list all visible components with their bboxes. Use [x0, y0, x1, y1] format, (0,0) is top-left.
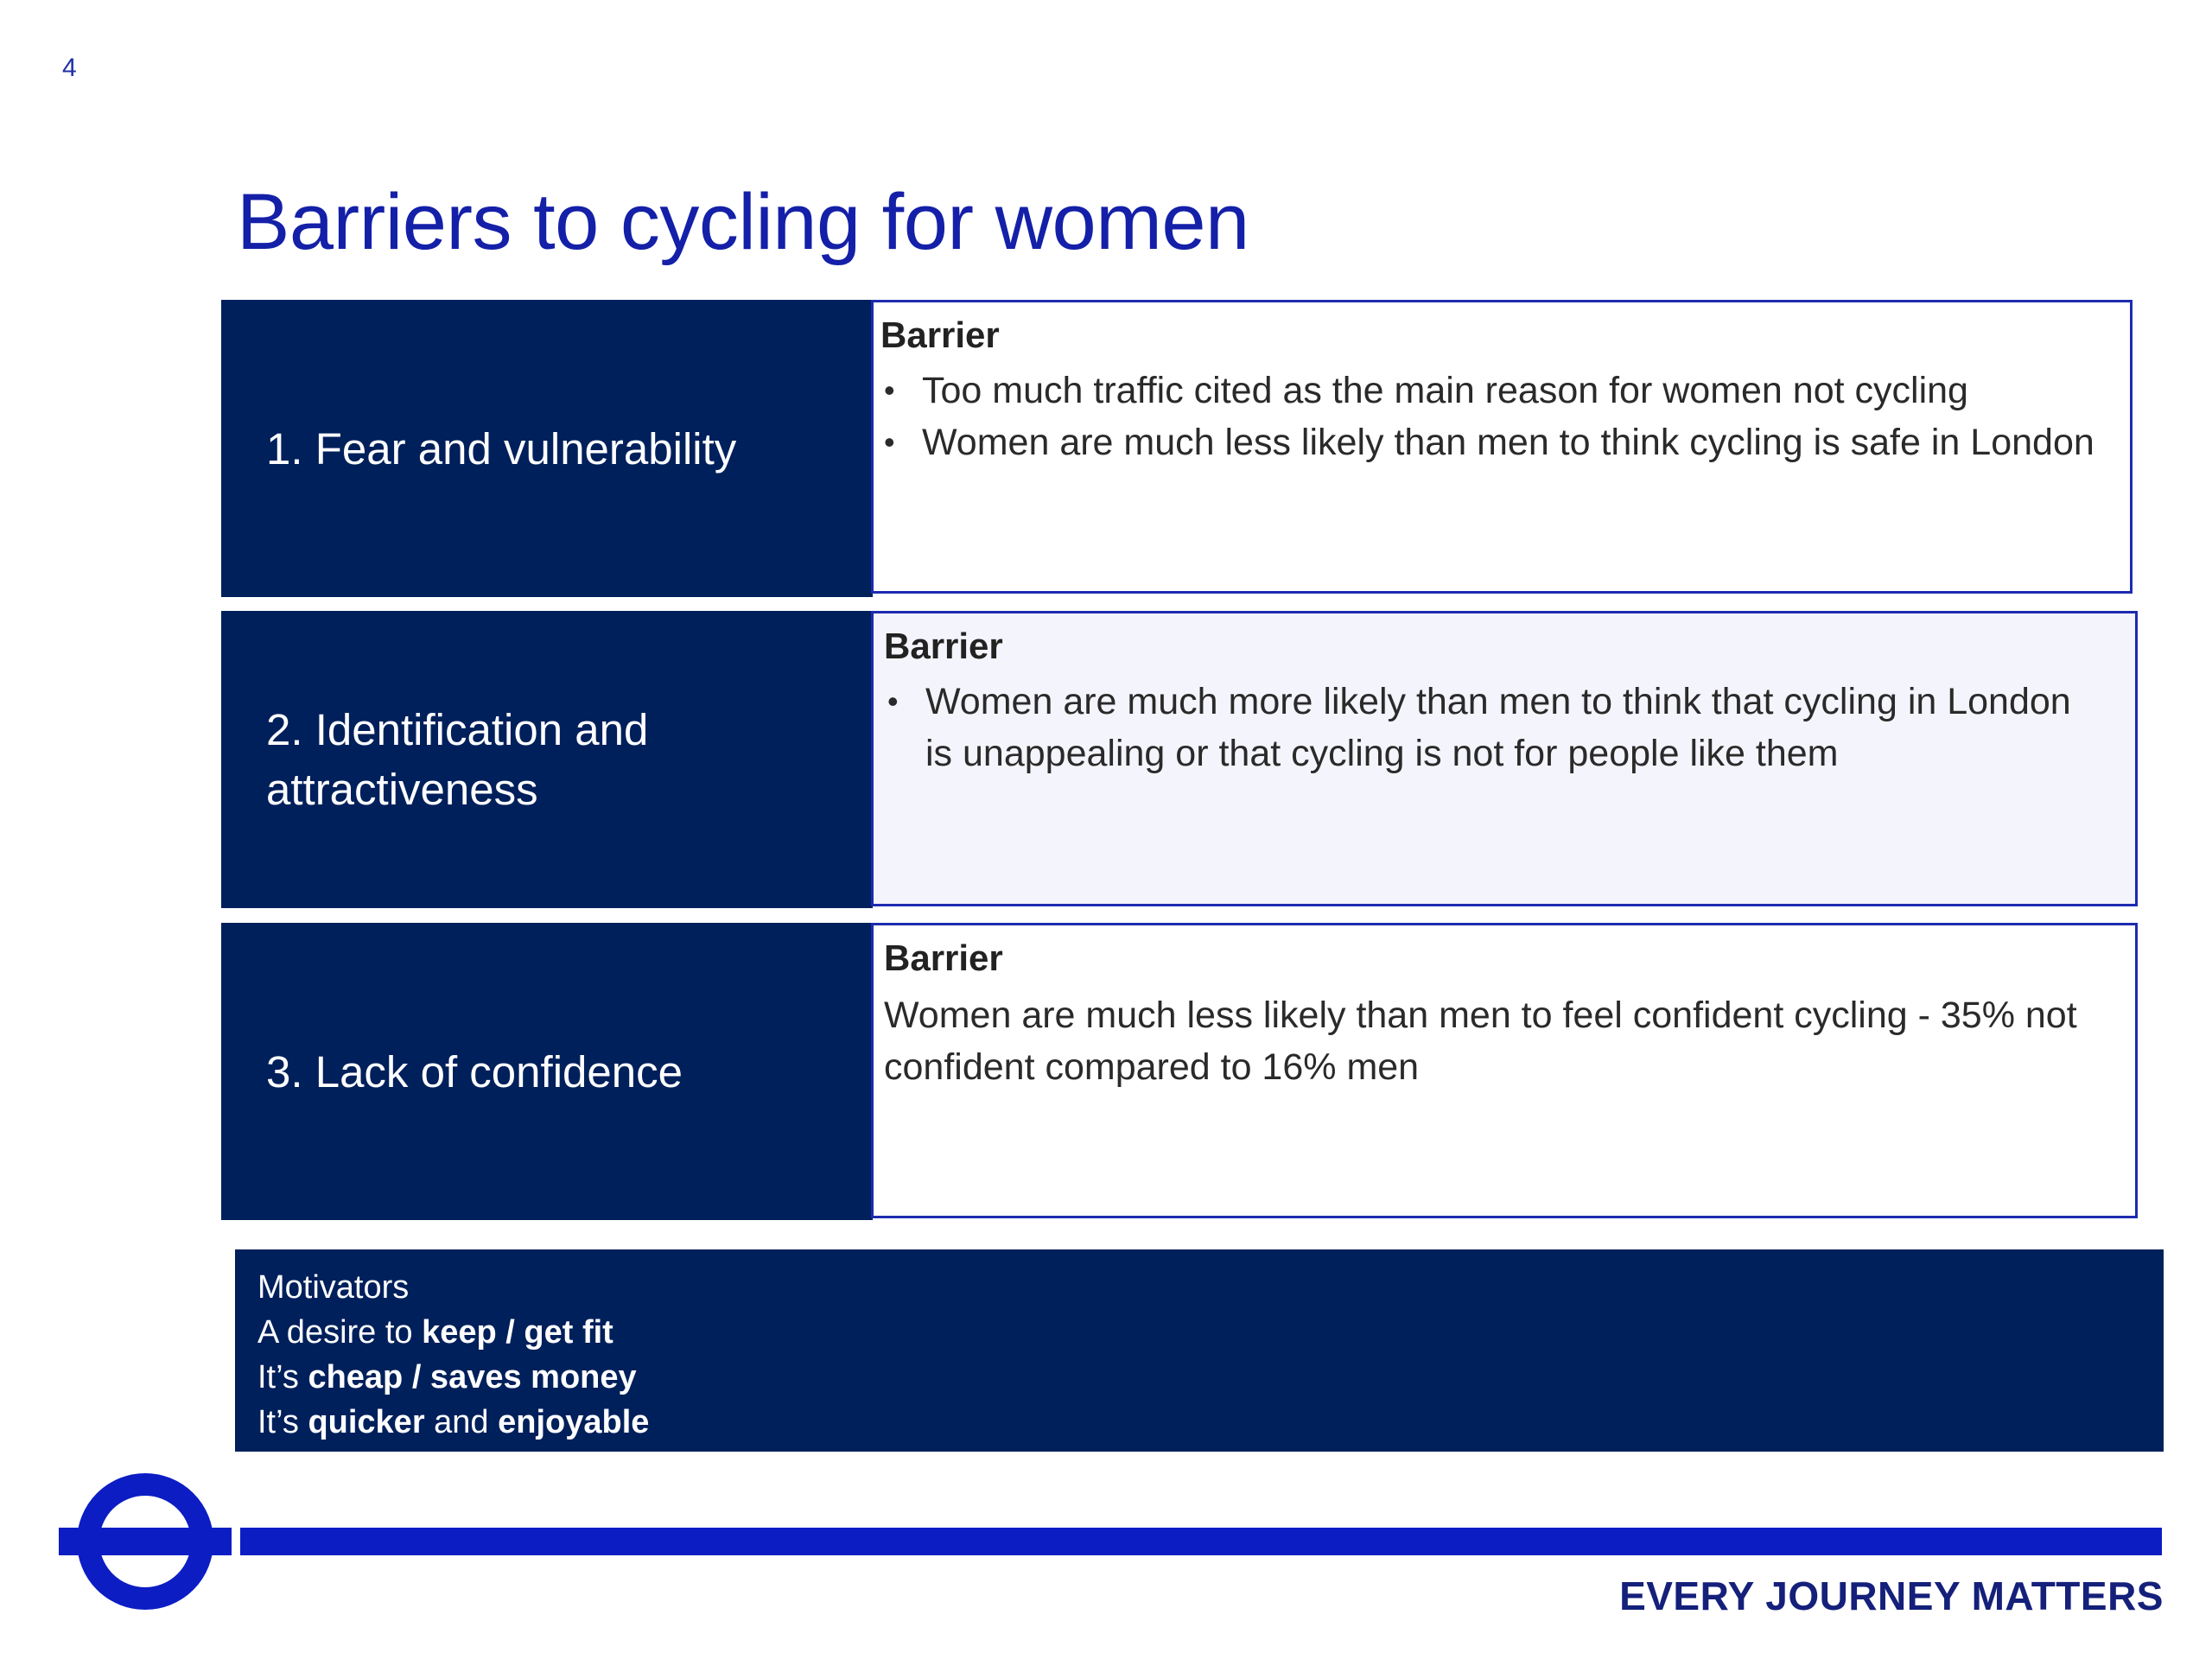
barrier-heading: Barrier	[880, 315, 1000, 355]
barrier-label-box	[221, 611, 873, 908]
motivator-text: and	[424, 1404, 499, 1440]
motivator-emphasis: enjoyable	[498, 1404, 650, 1440]
motivators-panel	[235, 1249, 2164, 1452]
barrier-bullet: • Women are much more likely than men to think that cycling in London is unappealing or that cycling is not for people like them	[884, 676, 2101, 779]
tfl-roundel-icon	[59, 1471, 232, 1612]
barrier-bullet: • Too much traffic cited as the main reason for women not cycling	[880, 365, 2095, 416]
barrier-label-line: 1. Fear and vulnerability	[266, 423, 737, 474]
footer-divider-bar	[240, 1528, 2162, 1555]
barrier-bullet-list	[880, 365, 2095, 468]
motivator-line	[257, 1400, 649, 1445]
motivator-emphasis: cheap / saves money	[308, 1359, 637, 1395]
page-title: Barriers to cycling for women	[237, 178, 1249, 266]
motivator-text: It’s	[257, 1404, 308, 1440]
barrier-label	[221, 1042, 683, 1102]
motivators-lines	[257, 1265, 649, 1445]
motivator-emphasis: keep / get fit	[422, 1314, 613, 1351]
motivator-line	[257, 1310, 649, 1355]
barrier-label-line: attractiveness	[266, 765, 538, 814]
barrier-label	[221, 700, 648, 819]
barrier-label-box	[221, 923, 873, 1220]
barrier-text: Women are much less likely than men to feel confident cycling - 35% not confident compared to 16% men	[884, 995, 2077, 1088]
barrier-detail-box	[871, 923, 2138, 1218]
motivator-line	[257, 1355, 649, 1400]
motivators-heading: Motivators	[257, 1269, 410, 1306]
barrier-heading: Barrier	[884, 938, 1003, 978]
motivator-text: A desire to	[257, 1314, 423, 1351]
barrier-label-box	[221, 300, 873, 597]
motivator-emphasis: quicker	[308, 1404, 425, 1440]
barrier-label-line: 2. Identification and	[266, 705, 649, 754]
barrier-detail-box	[871, 611, 2138, 906]
footer-tagline: EVERY JOURNEY MATTERS	[1619, 1573, 2164, 1618]
barrier-label-line: 3. Lack of confidence	[266, 1046, 683, 1096]
motivator-text: It’s	[257, 1359, 308, 1395]
barrier-label	[221, 419, 736, 479]
page-number: 4	[62, 54, 77, 82]
barrier-bullet-list	[884, 676, 2101, 779]
barrier-detail-box	[871, 300, 2133, 594]
barrier-heading: Barrier	[884, 626, 1003, 666]
barrier-bullet: • Women are much less likely than men to think cycling is safe in London	[880, 416, 2095, 468]
